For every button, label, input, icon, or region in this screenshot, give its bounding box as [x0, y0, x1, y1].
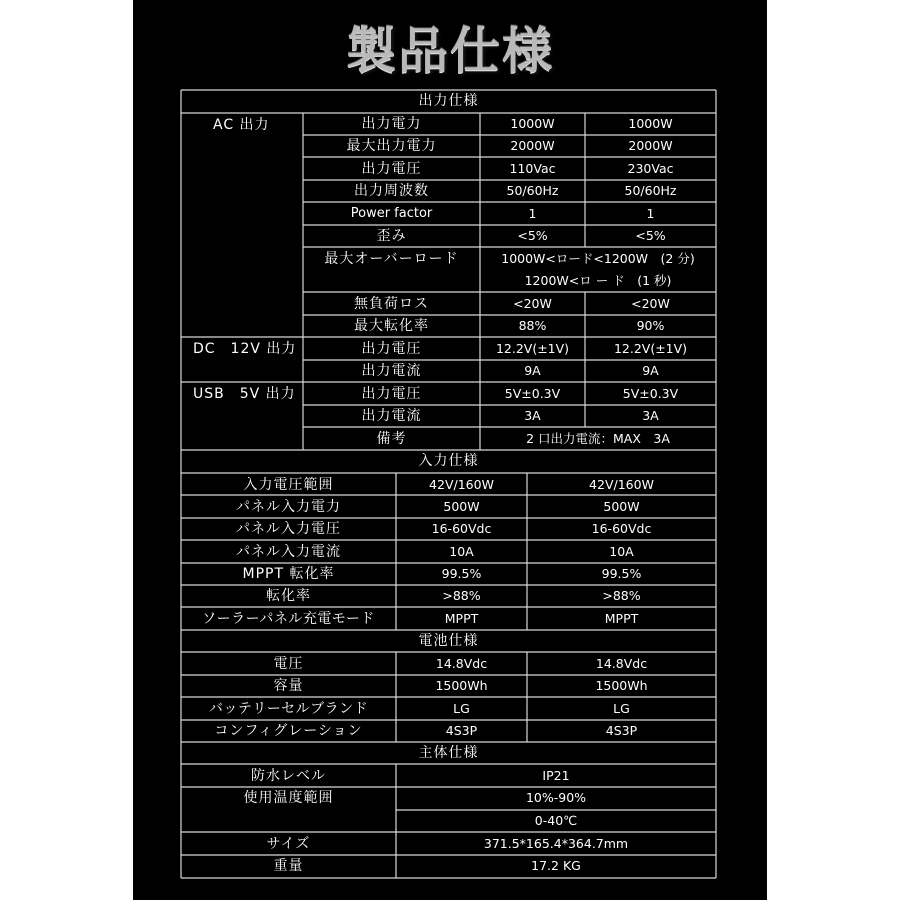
spec-row-label: サイズ: [266, 836, 311, 852]
spec-row-label: 最大オーバーロード: [324, 251, 459, 267]
spec-row-label: 出力電圧: [361, 161, 422, 177]
battery-spec-header: 電池仕様: [418, 633, 479, 649]
spec-row-value: 10%-90%: [525, 790, 587, 805]
spec-row-value-1: 16-60Vdc: [431, 521, 492, 536]
spec-row-value-1: 1000W: [510, 116, 555, 131]
spec-row-value-1: 2000W: [510, 138, 555, 153]
spec-row-value-2: 99.5%: [601, 566, 642, 581]
spec-row-label: 歪み: [376, 228, 407, 244]
spec-row-label: 重量: [273, 858, 304, 874]
note-value: 2 口出力電流：MAX 3A: [526, 431, 670, 446]
spec-row-value-1: 50/60Hz: [506, 183, 559, 198]
ac-output-group-label: AC 出力: [213, 117, 270, 133]
spec-row-value-1: 5V±0.3V: [504, 386, 561, 401]
spec-row-label: 出力電流: [361, 363, 422, 379]
spec-row-value-1: 99.5%: [441, 566, 482, 581]
spec-row-label: 出力電圧: [361, 386, 422, 402]
spec-row-value-1: 4S3P: [445, 723, 478, 738]
spec-row-value-1: 1: [528, 206, 537, 221]
spec-row-label: 最大転化率: [354, 318, 429, 334]
spec-row-value-1: 10A: [449, 544, 474, 559]
body-spec-header: 主体仕様: [418, 745, 479, 761]
spec-row-label: 防水レベル: [251, 768, 326, 784]
spec-row-value-2: MPPT: [604, 611, 639, 626]
spec-row-value-1: 42V/160W: [429, 477, 494, 492]
spec-row-label: パネル入力電力: [236, 499, 341, 515]
spec-row-label: パネル入力電圧: [236, 521, 341, 537]
spec-row-value-2: 230Vac: [627, 161, 674, 176]
spec-row-value-2: 500W: [603, 499, 640, 514]
spec-row-label: 電圧: [273, 656, 304, 672]
spec-row-value-1: <20W: [513, 296, 552, 311]
spec-row-value-1: 9A: [524, 363, 541, 378]
spec-row-value-2: 0-40℃: [534, 813, 578, 828]
spec-row-label: バッテリーセルブランド: [208, 701, 369, 717]
spec-row-value-1: >88%: [442, 588, 481, 603]
usb-output-group-label: USB 5V 出力: [193, 386, 296, 402]
spec-row-value-2: 10A: [609, 544, 634, 559]
spec-row-value-2: 4S3P: [605, 723, 638, 738]
spec-row-value-2: 1500Wh: [595, 678, 648, 693]
spec-row-value-2: 90%: [636, 318, 665, 333]
spec-row-value: 17.2 KG: [531, 858, 581, 873]
spec-row-value-2: 12.2V(±1V): [613, 341, 688, 356]
spec-row-label: 出力電力: [361, 116, 422, 132]
spec-row-label: コンフィグレーション: [214, 723, 363, 739]
spec-row-value-2: 14.8Vdc: [595, 656, 648, 671]
overload-value-line-1: 1000W<ロード<1200W (2 分): [501, 251, 695, 266]
spec-row-value-1: 110Vac: [509, 161, 556, 176]
dc-output-group-label: DC 12V 出力: [193, 341, 297, 357]
spec-row-label: 入力電圧範囲: [243, 477, 334, 493]
spec-row-value-2: >88%: [602, 588, 641, 603]
output-spec-header: 出力仕様: [418, 93, 479, 109]
spec-row-value-1: 12.2V(±1V): [495, 341, 570, 356]
spec-row-label: 出力電圧: [361, 341, 422, 357]
spec-row-value-2: 16-60Vdc: [591, 521, 652, 536]
spec-row-value: IP21: [542, 768, 570, 783]
spec-row-label: 出力電流: [361, 408, 422, 424]
spec-row-label: ソーラーパネル充電モード: [202, 611, 375, 627]
input-spec-header: 入力仕様: [418, 453, 479, 469]
spec-row-label: 容量: [273, 678, 304, 694]
spec-row-value: 371.5*165.4*364.7mm: [483, 836, 629, 851]
spec-row-value-2: <5%: [635, 228, 666, 243]
spec-row-value-1: MPPT: [444, 611, 479, 626]
overload-value-line-2: 1200W<ロ ー ド (1 秒): [524, 273, 672, 288]
page-title: 製品仕様: [346, 22, 554, 80]
spec-row-value-2: 1: [646, 206, 655, 221]
spec-row-value-2: 3A: [642, 408, 659, 423]
spec-row-label: Power factor: [350, 206, 433, 221]
spec-row-label: MPPT 転化率: [242, 566, 335, 582]
spec-row-value-2: 42V/160W: [589, 477, 654, 492]
spec-row-label: パネル入力電流: [236, 544, 341, 560]
spec-row-value-1: 14.8Vdc: [435, 656, 488, 671]
spec-row-value-1: 1500Wh: [435, 678, 488, 693]
spec-row-value-2: 2000W: [628, 138, 673, 153]
spec-row-value-2: 9A: [642, 363, 659, 378]
spec-row-value-2: <20W: [631, 296, 670, 311]
spec-row-value-2: 5V±0.3V: [622, 386, 679, 401]
spec-row-value-2: LG: [613, 701, 630, 716]
spec-row-value-1: LG: [453, 701, 470, 716]
spec-row-label: 転化率: [266, 588, 311, 604]
spec-row-value-2: 50/60Hz: [624, 183, 677, 198]
spec-row-label: 無負荷ロス: [354, 296, 429, 312]
spec-row-value-1: 500W: [443, 499, 480, 514]
spec-row-label: 最大出力電力: [346, 138, 437, 154]
spec-row-label: 使用温度範囲: [243, 790, 334, 806]
note-label: 備考: [376, 431, 407, 447]
spec-row-value-2: 1000W: [628, 116, 673, 131]
spec-row-value-1: 88%: [518, 318, 547, 333]
spec-row-label: 出力周波数: [354, 183, 429, 199]
spec-row-value-1: 3A: [524, 408, 541, 423]
spec-row-value-1: <5%: [517, 228, 548, 243]
